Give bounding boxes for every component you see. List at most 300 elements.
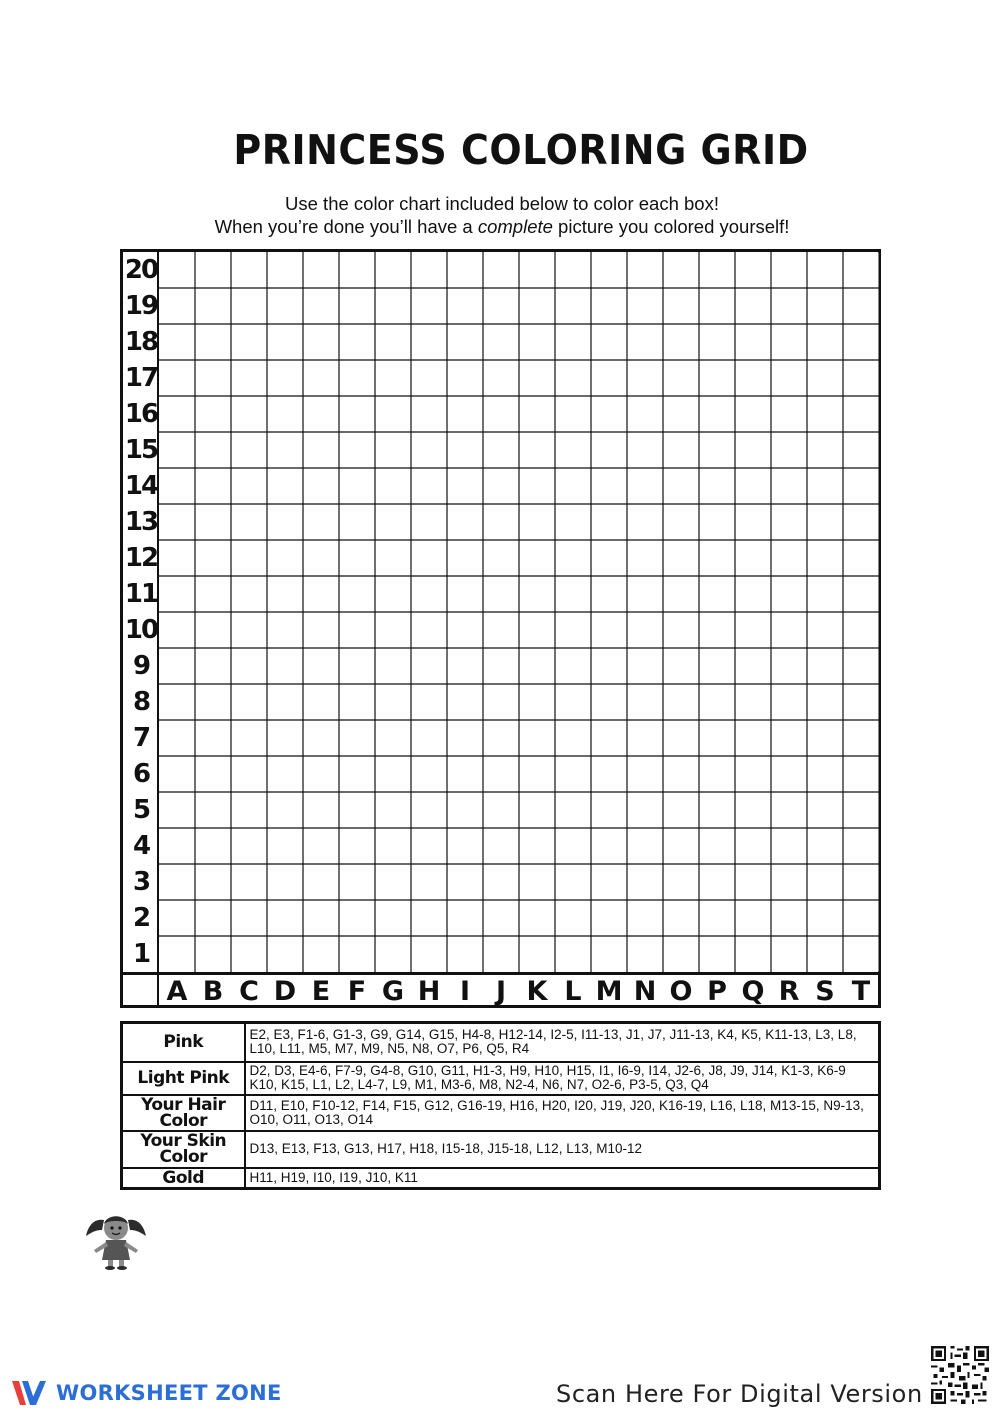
grid-cell-C18[interactable] <box>232 325 267 360</box>
grid-cell-E6[interactable] <box>304 757 339 792</box>
grid-cell-E5[interactable] <box>304 793 339 828</box>
grid-cell-K2[interactable] <box>520 901 555 936</box>
grid-cell-O14[interactable] <box>664 469 699 504</box>
grid-cell-H7[interactable] <box>412 721 447 756</box>
grid-cell-H14[interactable] <box>412 469 447 504</box>
grid-cell-E12[interactable] <box>304 541 339 576</box>
grid-cell-I11[interactable] <box>448 577 483 612</box>
grid-cell-D2[interactable] <box>268 901 303 936</box>
grid-cell-D9[interactable] <box>268 649 303 684</box>
grid-cell-G14[interactable] <box>376 469 411 504</box>
grid-cell-C4[interactable] <box>232 829 267 864</box>
grid-cell-R18[interactable] <box>772 325 807 360</box>
grid-cell-J6[interactable] <box>484 757 519 792</box>
grid-cell-S13[interactable] <box>808 505 843 540</box>
grid-cell-S12[interactable] <box>808 541 843 576</box>
grid-cell-D14[interactable] <box>268 469 303 504</box>
grid-cell-J18[interactable] <box>484 325 519 360</box>
grid-cell-E3[interactable] <box>304 865 339 900</box>
grid-cell-L11[interactable] <box>556 577 591 612</box>
grid-cell-D12[interactable] <box>268 541 303 576</box>
grid-cell-B4[interactable] <box>196 829 231 864</box>
grid-cell-C1[interactable] <box>232 937 267 972</box>
grid-cell-J13[interactable] <box>484 505 519 540</box>
grid-cell-N17[interactable] <box>628 361 663 396</box>
grid-cell-A6[interactable] <box>160 757 195 792</box>
grid-cell-T10[interactable] <box>844 613 879 648</box>
grid-cell-S9[interactable] <box>808 649 843 684</box>
grid-cell-Q6[interactable] <box>736 757 771 792</box>
grid-cell-I2[interactable] <box>448 901 483 936</box>
grid-cell-F17[interactable] <box>340 361 375 396</box>
grid-cell-A12[interactable] <box>160 541 195 576</box>
grid-cell-I17[interactable] <box>448 361 483 396</box>
grid-cell-L8[interactable] <box>556 685 591 720</box>
grid-cell-F13[interactable] <box>340 505 375 540</box>
grid-cell-B12[interactable] <box>196 541 231 576</box>
grid-cell-T20[interactable] <box>844 253 879 288</box>
grid-cell-O9[interactable] <box>664 649 699 684</box>
grid-cell-I20[interactable] <box>448 253 483 288</box>
grid-cell-H19[interactable] <box>412 289 447 324</box>
grid-cell-L10[interactable] <box>556 613 591 648</box>
grid-cell-T4[interactable] <box>844 829 879 864</box>
grid-cell-L3[interactable] <box>556 865 591 900</box>
grid-cell-C9[interactable] <box>232 649 267 684</box>
grid-cell-R1[interactable] <box>772 937 807 972</box>
grid-cell-E19[interactable] <box>304 289 339 324</box>
grid-cell-M10[interactable] <box>592 613 627 648</box>
grid-cell-A20[interactable] <box>160 253 195 288</box>
grid-cell-Q7[interactable] <box>736 721 771 756</box>
grid-cell-A11[interactable] <box>160 577 195 612</box>
grid-cell-R10[interactable] <box>772 613 807 648</box>
grid-cell-C19[interactable] <box>232 289 267 324</box>
grid-cell-P11[interactable] <box>700 577 735 612</box>
grid-cell-P7[interactable] <box>700 721 735 756</box>
grid-cell-L7[interactable] <box>556 721 591 756</box>
grid-cell-P14[interactable] <box>700 469 735 504</box>
grid-cell-E18[interactable] <box>304 325 339 360</box>
grid-cell-Q1[interactable] <box>736 937 771 972</box>
grid-cell-Q8[interactable] <box>736 685 771 720</box>
grid-cell-Q10[interactable] <box>736 613 771 648</box>
grid-cell-B8[interactable] <box>196 685 231 720</box>
grid-cell-A19[interactable] <box>160 289 195 324</box>
grid-cell-L6[interactable] <box>556 757 591 792</box>
grid-cell-K4[interactable] <box>520 829 555 864</box>
grid-cell-E4[interactable] <box>304 829 339 864</box>
grid-cell-F19[interactable] <box>340 289 375 324</box>
grid-cell-J7[interactable] <box>484 721 519 756</box>
grid-cell-F1[interactable] <box>340 937 375 972</box>
grid-cell-O2[interactable] <box>664 901 699 936</box>
grid-cell-S11[interactable] <box>808 577 843 612</box>
grid-cell-R9[interactable] <box>772 649 807 684</box>
grid-cell-C11[interactable] <box>232 577 267 612</box>
grid-cell-K9[interactable] <box>520 649 555 684</box>
grid-cell-T18[interactable] <box>844 325 879 360</box>
grid-cell-N16[interactable] <box>628 397 663 432</box>
grid-cell-F7[interactable] <box>340 721 375 756</box>
grid-cell-J8[interactable] <box>484 685 519 720</box>
grid-cell-L16[interactable] <box>556 397 591 432</box>
grid-cell-B16[interactable] <box>196 397 231 432</box>
grid-cell-L2[interactable] <box>556 901 591 936</box>
grid-cell-D20[interactable] <box>268 253 303 288</box>
grid-cell-S3[interactable] <box>808 865 843 900</box>
grid-cell-P19[interactable] <box>700 289 735 324</box>
grid-cell-B17[interactable] <box>196 361 231 396</box>
grid-cell-M12[interactable] <box>592 541 627 576</box>
grid-cell-J2[interactable] <box>484 901 519 936</box>
grid-cell-G18[interactable] <box>376 325 411 360</box>
grid-cell-I12[interactable] <box>448 541 483 576</box>
grid-cell-B14[interactable] <box>196 469 231 504</box>
grid-cell-N2[interactable] <box>628 901 663 936</box>
grid-cell-Q15[interactable] <box>736 433 771 468</box>
grid-cell-K7[interactable] <box>520 721 555 756</box>
grid-cell-F18[interactable] <box>340 325 375 360</box>
grid-cell-K15[interactable] <box>520 433 555 468</box>
grid-cell-N13[interactable] <box>628 505 663 540</box>
grid-cell-A2[interactable] <box>160 901 195 936</box>
grid-cell-E8[interactable] <box>304 685 339 720</box>
grid-cell-I10[interactable] <box>448 613 483 648</box>
grid-cell-H8[interactable] <box>412 685 447 720</box>
grid-cell-J10[interactable] <box>484 613 519 648</box>
grid-cell-Q19[interactable] <box>736 289 771 324</box>
grid-cell-P16[interactable] <box>700 397 735 432</box>
grid-cell-G7[interactable] <box>376 721 411 756</box>
grid-cell-H20[interactable] <box>412 253 447 288</box>
grid-cell-L4[interactable] <box>556 829 591 864</box>
grid-cell-R20[interactable] <box>772 253 807 288</box>
grid-cell-H18[interactable] <box>412 325 447 360</box>
grid-cell-E16[interactable] <box>304 397 339 432</box>
grid-cell-D7[interactable] <box>268 721 303 756</box>
grid-cell-J9[interactable] <box>484 649 519 684</box>
grid-cell-B7[interactable] <box>196 721 231 756</box>
grid-cell-F16[interactable] <box>340 397 375 432</box>
grid-cell-A4[interactable] <box>160 829 195 864</box>
grid-cell-K3[interactable] <box>520 865 555 900</box>
grid-cell-M14[interactable] <box>592 469 627 504</box>
grid-cell-G9[interactable] <box>376 649 411 684</box>
grid-cell-O8[interactable] <box>664 685 699 720</box>
grid-cell-B2[interactable] <box>196 901 231 936</box>
grid-cell-Q20[interactable] <box>736 253 771 288</box>
grid-cell-N18[interactable] <box>628 325 663 360</box>
grid-cell-M2[interactable] <box>592 901 627 936</box>
grid-cell-R8[interactable] <box>772 685 807 720</box>
grid-cell-P5[interactable] <box>700 793 735 828</box>
grid-cell-R14[interactable] <box>772 469 807 504</box>
grid-cell-G8[interactable] <box>376 685 411 720</box>
grid-cell-C2[interactable] <box>232 901 267 936</box>
grid-cell-Q3[interactable] <box>736 865 771 900</box>
grid-cell-I3[interactable] <box>448 865 483 900</box>
grid-cell-J15[interactable] <box>484 433 519 468</box>
grid-cell-B13[interactable] <box>196 505 231 540</box>
grid-cell-N3[interactable] <box>628 865 663 900</box>
grid-cell-I9[interactable] <box>448 649 483 684</box>
grid-cell-A7[interactable] <box>160 721 195 756</box>
grid-cell-D15[interactable] <box>268 433 303 468</box>
grid-cell-Q5[interactable] <box>736 793 771 828</box>
grid-cell-B10[interactable] <box>196 613 231 648</box>
grid-cell-H12[interactable] <box>412 541 447 576</box>
grid-cell-G2[interactable] <box>376 901 411 936</box>
grid-cell-Q12[interactable] <box>736 541 771 576</box>
grid-cell-M3[interactable] <box>592 865 627 900</box>
grid-cell-K12[interactable] <box>520 541 555 576</box>
grid-cell-S16[interactable] <box>808 397 843 432</box>
grid-cell-K14[interactable] <box>520 469 555 504</box>
grid-cell-Q9[interactable] <box>736 649 771 684</box>
grid-cell-F20[interactable] <box>340 253 375 288</box>
grid-cell-H16[interactable] <box>412 397 447 432</box>
grid-cell-Q14[interactable] <box>736 469 771 504</box>
grid-cell-A8[interactable] <box>160 685 195 720</box>
grid-cell-T16[interactable] <box>844 397 879 432</box>
grid-cell-J5[interactable] <box>484 793 519 828</box>
grid-cell-D8[interactable] <box>268 685 303 720</box>
grid-cell-J3[interactable] <box>484 865 519 900</box>
grid-cell-E9[interactable] <box>304 649 339 684</box>
grid-cell-H3[interactable] <box>412 865 447 900</box>
grid-cell-M1[interactable] <box>592 937 627 972</box>
grid-cell-S8[interactable] <box>808 685 843 720</box>
grid-cell-B18[interactable] <box>196 325 231 360</box>
grid-cell-O19[interactable] <box>664 289 699 324</box>
grid-cell-Q16[interactable] <box>736 397 771 432</box>
grid-cell-R11[interactable] <box>772 577 807 612</box>
grid-cell-M4[interactable] <box>592 829 627 864</box>
grid-cell-Q11[interactable] <box>736 577 771 612</box>
grid-cell-T8[interactable] <box>844 685 879 720</box>
grid-cell-I18[interactable] <box>448 325 483 360</box>
grid-cell-H11[interactable] <box>412 577 447 612</box>
grid-cell-D6[interactable] <box>268 757 303 792</box>
grid-cell-F10[interactable] <box>340 613 375 648</box>
grid-cell-S6[interactable] <box>808 757 843 792</box>
grid-cell-N4[interactable] <box>628 829 663 864</box>
grid-cell-N15[interactable] <box>628 433 663 468</box>
grid-cell-J20[interactable] <box>484 253 519 288</box>
grid-cell-S2[interactable] <box>808 901 843 936</box>
grid-cell-C10[interactable] <box>232 613 267 648</box>
grid-cell-F2[interactable] <box>340 901 375 936</box>
grid-cell-P1[interactable] <box>700 937 735 972</box>
grid-cell-T2[interactable] <box>844 901 879 936</box>
grid-cell-T1[interactable] <box>844 937 879 972</box>
grid-cell-G11[interactable] <box>376 577 411 612</box>
grid-cell-I7[interactable] <box>448 721 483 756</box>
grid-cell-C17[interactable] <box>232 361 267 396</box>
grid-cell-N9[interactable] <box>628 649 663 684</box>
grid-cell-M6[interactable] <box>592 757 627 792</box>
grid-cell-P13[interactable] <box>700 505 735 540</box>
grid-cell-L15[interactable] <box>556 433 591 468</box>
grid-cell-J19[interactable] <box>484 289 519 324</box>
grid-cell-L9[interactable] <box>556 649 591 684</box>
grid-cell-B9[interactable] <box>196 649 231 684</box>
grid-cell-L5[interactable] <box>556 793 591 828</box>
grid-cell-O5[interactable] <box>664 793 699 828</box>
grid-cell-R12[interactable] <box>772 541 807 576</box>
grid-cell-T3[interactable] <box>844 865 879 900</box>
grid-cell-O10[interactable] <box>664 613 699 648</box>
grid-cell-G4[interactable] <box>376 829 411 864</box>
grid-cell-J16[interactable] <box>484 397 519 432</box>
grid-cell-I16[interactable] <box>448 397 483 432</box>
grid-cell-D1[interactable] <box>268 937 303 972</box>
grid-cell-J17[interactable] <box>484 361 519 396</box>
grid-cell-K10[interactable] <box>520 613 555 648</box>
grid-cell-O13[interactable] <box>664 505 699 540</box>
grid-cell-G20[interactable] <box>376 253 411 288</box>
grid-cell-C15[interactable] <box>232 433 267 468</box>
grid-cell-K19[interactable] <box>520 289 555 324</box>
grid-cell-T19[interactable] <box>844 289 879 324</box>
grid-cell-G16[interactable] <box>376 397 411 432</box>
grid-cell-Q4[interactable] <box>736 829 771 864</box>
grid-cell-D18[interactable] <box>268 325 303 360</box>
grid-cell-B6[interactable] <box>196 757 231 792</box>
grid-cell-C14[interactable] <box>232 469 267 504</box>
grid-cell-J14[interactable] <box>484 469 519 504</box>
grid-cell-N10[interactable] <box>628 613 663 648</box>
grid-cell-T17[interactable] <box>844 361 879 396</box>
grid-cell-N11[interactable] <box>628 577 663 612</box>
grid-cell-O17[interactable] <box>664 361 699 396</box>
grid-cell-O16[interactable] <box>664 397 699 432</box>
grid-cell-K17[interactable] <box>520 361 555 396</box>
grid-cell-P4[interactable] <box>700 829 735 864</box>
grid-cell-L17[interactable] <box>556 361 591 396</box>
grid-cell-K5[interactable] <box>520 793 555 828</box>
grid-cell-H13[interactable] <box>412 505 447 540</box>
grid-cell-J1[interactable] <box>484 937 519 972</box>
grid-cell-G13[interactable] <box>376 505 411 540</box>
grid-cell-G10[interactable] <box>376 613 411 648</box>
grid-cell-I5[interactable] <box>448 793 483 828</box>
grid-cell-L14[interactable] <box>556 469 591 504</box>
grid-cell-R3[interactable] <box>772 865 807 900</box>
grid-cell-A16[interactable] <box>160 397 195 432</box>
grid-cell-Q18[interactable] <box>736 325 771 360</box>
grid-cell-C16[interactable] <box>232 397 267 432</box>
grid-cell-Q17[interactable] <box>736 361 771 396</box>
grid-cell-B5[interactable] <box>196 793 231 828</box>
grid-cell-O1[interactable] <box>664 937 699 972</box>
grid-cell-D3[interactable] <box>268 865 303 900</box>
grid-cell-T5[interactable] <box>844 793 879 828</box>
grid-cell-I14[interactable] <box>448 469 483 504</box>
grid-cell-I13[interactable] <box>448 505 483 540</box>
grid-cell-H10[interactable] <box>412 613 447 648</box>
grid-cell-T15[interactable] <box>844 433 879 468</box>
grid-cell-H9[interactable] <box>412 649 447 684</box>
grid-cell-E14[interactable] <box>304 469 339 504</box>
grid-cell-S4[interactable] <box>808 829 843 864</box>
grid-cell-Q13[interactable] <box>736 505 771 540</box>
grid-cell-C8[interactable] <box>232 685 267 720</box>
qr-code-icon[interactable] <box>929 1344 991 1406</box>
grid-cell-B20[interactable] <box>196 253 231 288</box>
grid-cell-C20[interactable] <box>232 253 267 288</box>
grid-cell-P20[interactable] <box>700 253 735 288</box>
grid-cell-R2[interactable] <box>772 901 807 936</box>
grid-cell-O6[interactable] <box>664 757 699 792</box>
grid-cell-B15[interactable] <box>196 433 231 468</box>
grid-cell-G3[interactable] <box>376 865 411 900</box>
grid-cell-R4[interactable] <box>772 829 807 864</box>
grid-cell-C6[interactable] <box>232 757 267 792</box>
grid-cell-D4[interactable] <box>268 829 303 864</box>
grid-cell-B19[interactable] <box>196 289 231 324</box>
grid-cell-K18[interactable] <box>520 325 555 360</box>
grid-cell-K20[interactable] <box>520 253 555 288</box>
grid-cell-F15[interactable] <box>340 433 375 468</box>
grid-cell-I19[interactable] <box>448 289 483 324</box>
grid-cell-M11[interactable] <box>592 577 627 612</box>
grid-cell-G17[interactable] <box>376 361 411 396</box>
grid-cell-D11[interactable] <box>268 577 303 612</box>
grid-cell-R5[interactable] <box>772 793 807 828</box>
grid-cell-B11[interactable] <box>196 577 231 612</box>
grid-cell-P8[interactable] <box>700 685 735 720</box>
grid-cell-G6[interactable] <box>376 757 411 792</box>
grid-cell-P2[interactable] <box>700 901 735 936</box>
grid-cell-A14[interactable] <box>160 469 195 504</box>
grid-cell-P12[interactable] <box>700 541 735 576</box>
grid-cell-A17[interactable] <box>160 361 195 396</box>
grid-cell-T7[interactable] <box>844 721 879 756</box>
grid-cell-H15[interactable] <box>412 433 447 468</box>
grid-cell-D13[interactable] <box>268 505 303 540</box>
grid-cell-C3[interactable] <box>232 865 267 900</box>
grid-cell-N14[interactable] <box>628 469 663 504</box>
grid-cell-A13[interactable] <box>160 505 195 540</box>
grid-cell-N12[interactable] <box>628 541 663 576</box>
grid-cell-M16[interactable] <box>592 397 627 432</box>
grid-cell-H2[interactable] <box>412 901 447 936</box>
grid-cell-L13[interactable] <box>556 505 591 540</box>
grid-cell-C12[interactable] <box>232 541 267 576</box>
grid-cell-T12[interactable] <box>844 541 879 576</box>
grid-cell-M9[interactable] <box>592 649 627 684</box>
grid-cell-T13[interactable] <box>844 505 879 540</box>
grid-cell-S20[interactable] <box>808 253 843 288</box>
grid-cell-S18[interactable] <box>808 325 843 360</box>
grid-cell-R7[interactable] <box>772 721 807 756</box>
grid-cell-H5[interactable] <box>412 793 447 828</box>
grid-cell-N7[interactable] <box>628 721 663 756</box>
grid-cell-P3[interactable] <box>700 865 735 900</box>
grid-cell-H17[interactable] <box>412 361 447 396</box>
grid-cell-S5[interactable] <box>808 793 843 828</box>
grid-cell-T14[interactable] <box>844 469 879 504</box>
grid-cell-D10[interactable] <box>268 613 303 648</box>
grid-cell-M13[interactable] <box>592 505 627 540</box>
grid-cell-E10[interactable] <box>304 613 339 648</box>
grid-cell-L12[interactable] <box>556 541 591 576</box>
grid-cell-P17[interactable] <box>700 361 735 396</box>
grid-cell-E7[interactable] <box>304 721 339 756</box>
grid-cell-H1[interactable] <box>412 937 447 972</box>
